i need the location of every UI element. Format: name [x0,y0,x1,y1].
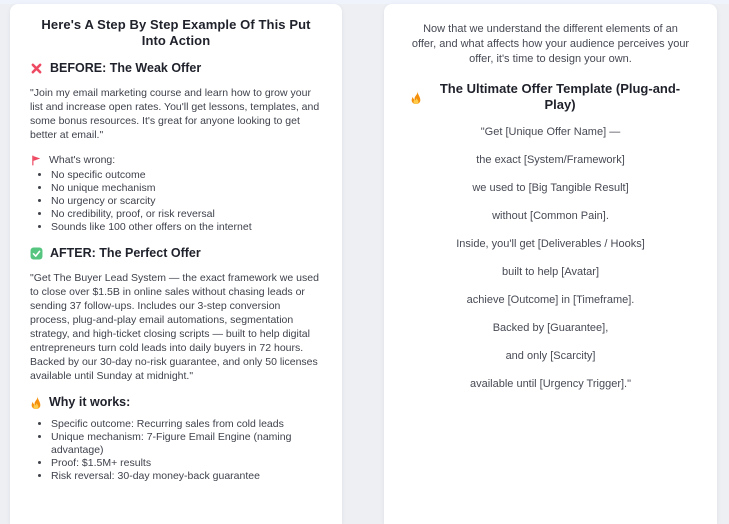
bullet-item: • Specific outcome: Recurring sales from cold leads [51,418,322,431]
cross-mark-icon [30,62,43,75]
template-line: and only [Scarcity] [505,350,596,362]
page-title: Here's A Step By Step Example Of This Put Into Action [41,17,311,48]
intro-paragraph: Now that we understand the different elements of an offer, and what affects how your audience perceives your offer, it's time to design your own. [411,23,690,65]
check-mark-icon [30,247,43,260]
why-it-works-list [30,418,322,483]
fire-icon [30,396,42,409]
whats-wrong-line [30,153,322,167]
template-line: built to help [Avatar] [501,266,600,278]
template-line: Inside, you'll get [Deliverables / Hooks] [456,238,645,250]
offer-template-lines [410,126,691,391]
template-line: the exact [System/Framework] [476,154,625,166]
perfect-offer-quote: "Get The Buyer Lead System — the exact framework we used to close over $1.5B in online sales without chasing leads or sending 37 follow-ups. Includes our 3-step conversion process, plug-and-play email automations, segmentation strategy, and high-ticket closing scripts — built to help digital entrepreneurs turn cold leads into daily buyers in 72 hours. Backed by our 30-day no-risk guarantee, and only 50 licenses available until Sunday at midnight." [30,272,319,382]
whats-wrong-label: What's wrong: [49,154,116,166]
document-page-left [10,4,342,524]
document-page-right [384,4,717,524]
bullet-item: • No urgency or scarcity [51,195,322,208]
whats-wrong-list [30,169,322,234]
after-section-heading [30,245,322,261]
bullet-item: • Sounds like 100 other offers on the internet [51,221,322,234]
template-line: without [Common Pain]. [492,210,609,222]
template-line: we used to [Big Tangible Result] [472,182,629,194]
template-heading-label: The Ultimate Offer Template (Plug-and-Play) [439,81,681,112]
template-line: "Get [Unique Offer Name] — [480,126,621,138]
template-line: achieve [Outcome] in [Timeframe]. [466,294,635,306]
bullet-item: • No credibility, proof, or risk reversal [51,208,322,221]
bullet-item: • Risk reversal: 30-day money-back guarantee [51,470,322,483]
fire-icon [410,91,422,104]
bullet-item: • Unique mechanism: 7-Figure Email Engine (naming advantage) [51,431,322,457]
why-it-works-heading [30,394,322,410]
after-heading-label: AFTER: The Perfect Offer [50,246,201,260]
bullet-item: • Proof: $1.5M+ results [51,457,322,470]
before-section-heading [30,60,322,76]
template-line: available until [Urgency Trigger]." [469,378,632,390]
template-section-heading [410,81,691,113]
bullet-item: • No unique mechanism [51,182,322,195]
template-line: Backed by [Guarantee], [492,322,609,334]
before-heading-label: BEFORE: The Weak Offer [50,61,202,75]
bullet-item: • No specific outcome [51,169,322,182]
weak-offer-quote: "Join my email marketing course and learn how to grow your list and increase open rates. You'll get lessons, templates, and some bonus resources. It's great for anyone looking to get better at email." [30,87,320,141]
why-it-works-label: Why it works: [49,395,131,409]
triangular-flag-icon [30,154,42,167]
